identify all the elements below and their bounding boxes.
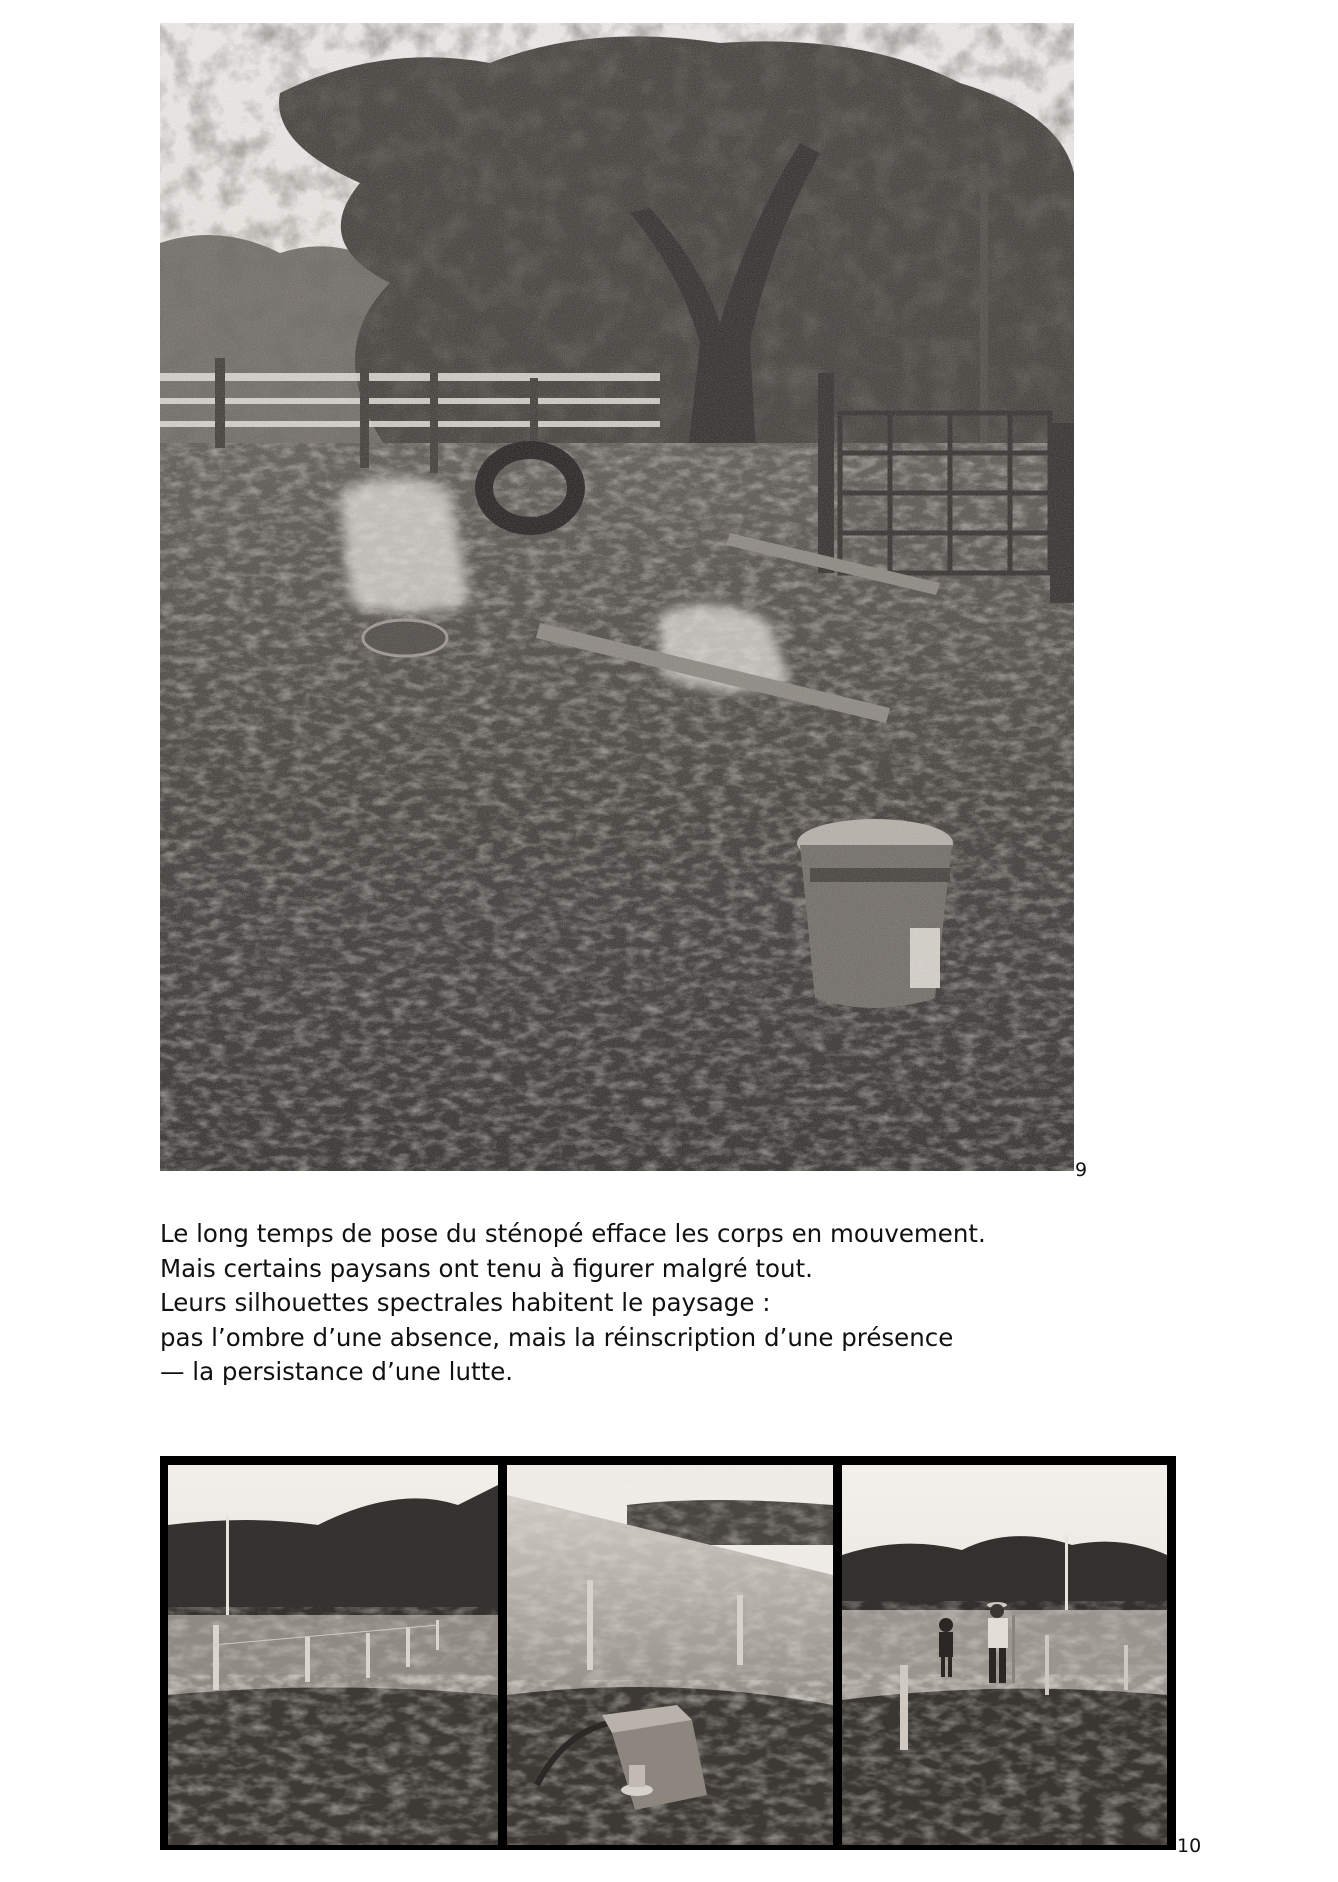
photo-box-hillside-illustration xyxy=(507,1465,833,1845)
page-number-9: 9 xyxy=(1075,1159,1088,1181)
photo-fence-field-illustration xyxy=(168,1465,498,1845)
triptych-photo-fence-field xyxy=(168,1465,498,1845)
caption-line-4: pas l’ombre d’une absence, mais la réinscription d’une présence xyxy=(160,1322,954,1352)
triptych-photo-box-hillside xyxy=(507,1465,833,1845)
photo-farmers-illustration xyxy=(842,1465,1167,1845)
caption-line-1: Le long temps de pose du sténopé efface les corps en mouvement. xyxy=(160,1219,986,1248)
page-number-10: 10 xyxy=(1177,1835,1202,1857)
pinhole-photo-farmyard xyxy=(160,23,1074,1171)
caption-line-5: — la persistance d’une lutte. xyxy=(160,1357,514,1386)
caption-text xyxy=(160,1217,1060,1390)
caption-line-2: Mais certains paysans ont tenu à figurer malgré tout. xyxy=(160,1253,813,1283)
triptych-photo-farmers xyxy=(842,1465,1167,1845)
caption-line-3: Leurs silhouettes spectrales habitent le paysage : xyxy=(160,1288,771,1317)
photo-triptych xyxy=(160,1456,1176,1850)
photo-farmyard-illustration xyxy=(160,23,1074,1171)
